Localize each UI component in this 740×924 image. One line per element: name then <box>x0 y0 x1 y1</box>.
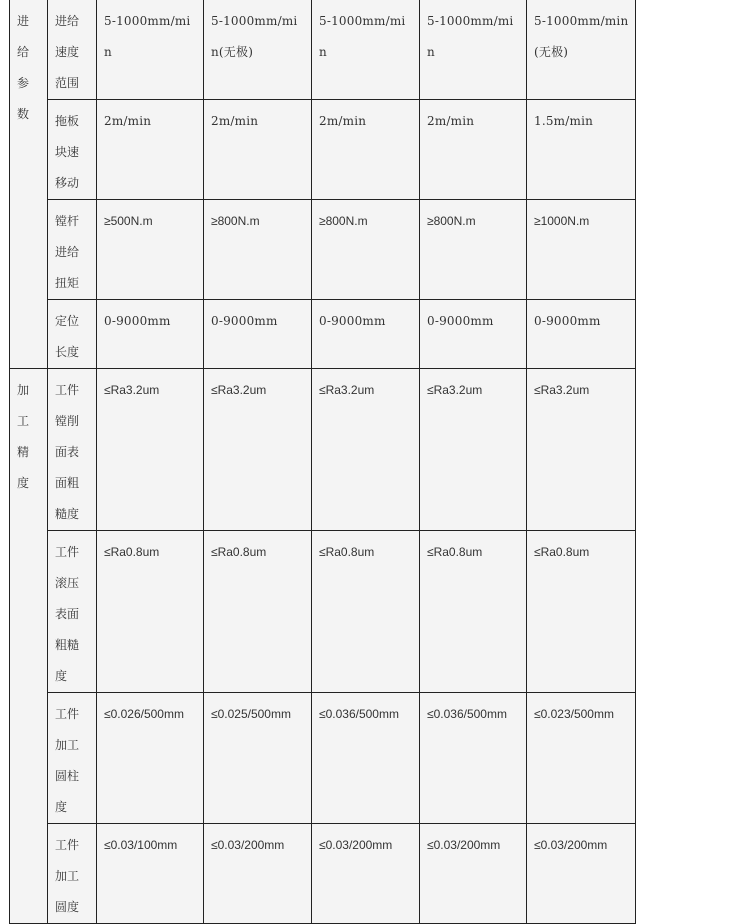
row-label-rolled-surface-roughness: 工件 滚压 表面 粗糙 度 <box>48 531 97 693</box>
table-cell: 5-1000mm/min <box>420 0 527 100</box>
row-label-feed-speed-range: 进给 速度 范围 <box>48 0 97 100</box>
table-cell: ≤0.026/500mm <box>97 693 204 824</box>
table-cell: 0-9000mm <box>527 300 636 369</box>
row-label-cylindricity: 工件 加工 圆柱 度 <box>48 693 97 824</box>
table-row <box>10 531 636 693</box>
table-cell: ≤Ra0.8um <box>97 531 204 693</box>
table-cell: ≤Ra0.8um <box>204 531 312 693</box>
table-cell: 1.5m/min <box>527 100 636 200</box>
table-cell: ≥1000N.m <box>527 200 636 300</box>
row-label-boring-bar-torque: 镗杆 进给 扭矩 <box>48 200 97 300</box>
table-cell: 5-1000mm/min <box>312 0 420 100</box>
table-cell: 0-9000mm <box>312 300 420 369</box>
table-cell: ≤Ra3.2um <box>97 369 204 531</box>
table-row <box>10 369 636 531</box>
table-cell: 0-9000mm <box>97 300 204 369</box>
table-cell: 5-1000mm/min(无极) <box>204 0 312 100</box>
table-row <box>10 0 636 100</box>
table-cell: 2m/min <box>97 100 204 200</box>
table-cell: ≤Ra3.2um <box>312 369 420 531</box>
table-cell: ≤0.036/500mm <box>420 693 527 824</box>
group-label-feed-params: 进 给 参 数 <box>10 0 48 369</box>
table-cell: ≤0.036/500mm <box>312 693 420 824</box>
table-cell: ≤0.025/500mm <box>204 693 312 824</box>
table-cell: ≥800N.m <box>420 200 527 300</box>
row-label-roundness: 工件 加工 圆度 <box>48 824 97 924</box>
table-cell: 2m/min <box>420 100 527 200</box>
table-cell: ≤Ra3.2um <box>527 369 636 531</box>
table-cell: ≤0.03/200mm <box>312 824 420 924</box>
row-label-carriage-rapid-move: 拖板 块速 移动 <box>48 100 97 200</box>
table-row <box>10 100 636 200</box>
table-cell: ≤Ra3.2um <box>204 369 312 531</box>
table-cell: 2m/min <box>312 100 420 200</box>
table-cell: ≤Ra0.8um <box>420 531 527 693</box>
table-cell: ≤0.03/200mm <box>204 824 312 924</box>
table-cell: ≥800N.m <box>204 200 312 300</box>
table-cell: ≤0.03/200mm <box>420 824 527 924</box>
table-cell: ≤0.023/500mm <box>527 693 636 824</box>
table-cell: ≤0.03/100mm <box>97 824 204 924</box>
table-cell: ≤Ra3.2um <box>420 369 527 531</box>
group-label-machining-accuracy: 加 工 精 度 <box>10 369 48 924</box>
table-cell: ≤Ra0.8um <box>312 531 420 693</box>
table-row <box>10 200 636 300</box>
table-cell: 0-9000mm <box>420 300 527 369</box>
table-cell: ≥800N.m <box>312 200 420 300</box>
table-row <box>10 824 636 924</box>
table-cell: 2m/min <box>204 100 312 200</box>
table-cell: ≤0.03/200mm <box>527 824 636 924</box>
table-row <box>10 693 636 824</box>
table-cell: 5-1000mm/min <box>97 0 204 100</box>
row-label-positioning-length: 定位 长度 <box>48 300 97 369</box>
table-cell: ≥500N.m <box>97 200 204 300</box>
table-row <box>10 300 636 369</box>
table-cell: 5-1000mm/min(无极) <box>527 0 636 100</box>
spec-table <box>9 0 636 924</box>
row-label-bored-surface-roughness: 工件 镗削 面表 面粗 糙度 <box>48 369 97 531</box>
table-cell: ≤Ra0.8um <box>527 531 636 693</box>
table-cell: 0-9000mm <box>204 300 312 369</box>
